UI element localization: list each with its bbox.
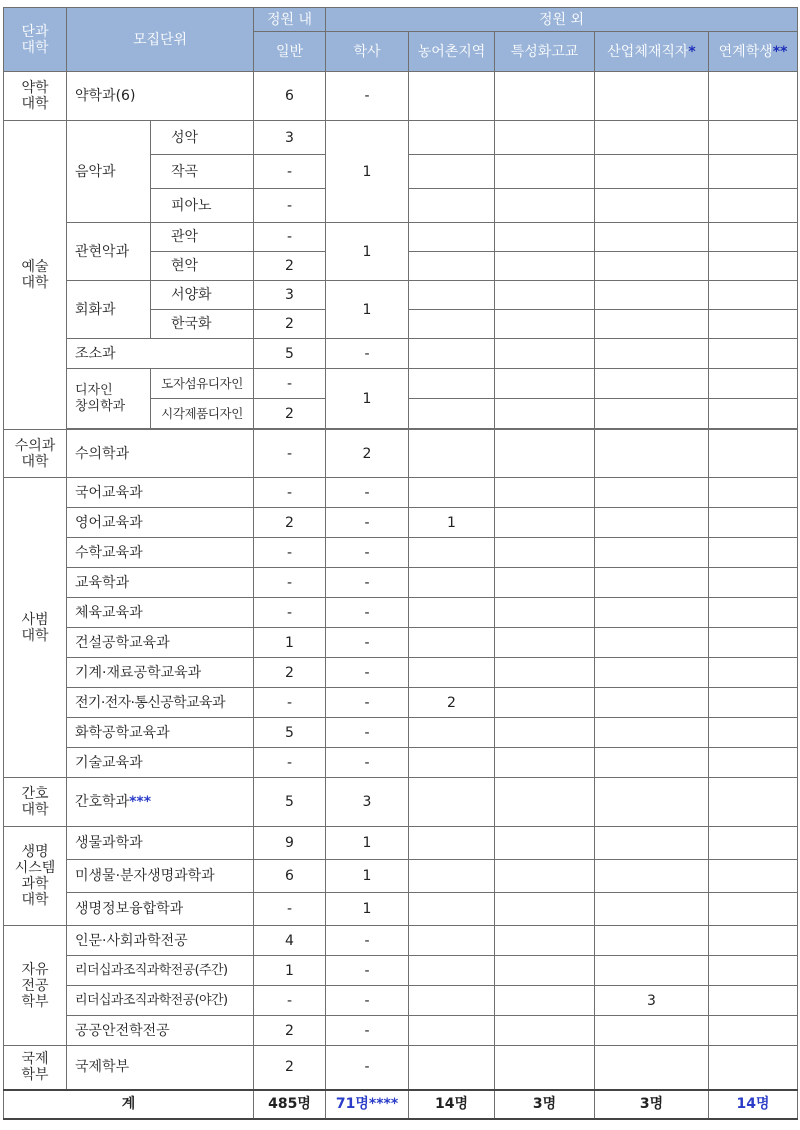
unit-label: 간호학과 [75, 794, 130, 810]
bachelor-count: - [326, 1046, 409, 1090]
footnote-mark: ** [772, 43, 788, 60]
rural-count [409, 598, 495, 628]
bachelor-count: - [326, 718, 409, 748]
major-name: 시각제품디자인 [151, 399, 254, 429]
industrial-count [595, 926, 709, 956]
college-name: 생명 시스템 과학 대학 [4, 827, 67, 926]
bachelor-count: 1 [326, 281, 409, 339]
specialized-count [495, 860, 595, 893]
specialized-count [495, 310, 595, 339]
total-rural: 14명 [409, 1090, 495, 1119]
total-bachelor-value: 71명 [335, 1096, 369, 1112]
specialized-count [495, 986, 595, 1016]
footnote-mark: *** [129, 794, 152, 810]
linked-count [709, 538, 798, 568]
table-row [4, 538, 798, 568]
general-count: - [254, 430, 326, 478]
col-linked-header [709, 32, 798, 72]
major-name: 피아노 [151, 189, 254, 223]
bachelor-count: - [326, 598, 409, 628]
general-count: 2 [254, 1016, 326, 1046]
specialized-count [495, 893, 595, 926]
linked-count [709, 223, 798, 252]
college-name: 간호 대학 [4, 778, 67, 827]
general-count: 2 [254, 1046, 326, 1090]
general-count: - [254, 223, 326, 252]
rural-count [409, 860, 495, 893]
table-row [4, 827, 798, 860]
general-count: - [254, 189, 326, 223]
linked-count [709, 986, 798, 1016]
specialized-count [495, 252, 595, 281]
rural-count [409, 155, 495, 189]
table-row [4, 508, 798, 538]
unit-name: 수학교육과 [67, 538, 254, 568]
general-count: 2 [254, 508, 326, 538]
college-name: 예술 대학 [4, 121, 67, 430]
table-row [4, 121, 798, 155]
table-row [4, 628, 798, 658]
rural-count [409, 778, 495, 827]
specialized-count [495, 658, 595, 688]
industrial-count [595, 658, 709, 688]
unit-name: 영어교육과 [67, 508, 254, 538]
unit-name: 건설공학교육과 [67, 628, 254, 658]
table-row [4, 430, 798, 478]
bachelor-count: - [326, 508, 409, 538]
general-count: 3 [254, 281, 326, 310]
col-rural-header: 농어촌지역 [409, 32, 495, 72]
general-count: 2 [254, 658, 326, 688]
unit-name: 리더십과조직과학전공(야간) [67, 986, 254, 1016]
industrial-count [595, 369, 709, 399]
table-row [4, 598, 798, 628]
bachelor-count: - [326, 986, 409, 1016]
bachelor-count: - [326, 658, 409, 688]
rural-count [409, 310, 495, 339]
unit-name: 미생물·분자생명과학과 [67, 860, 254, 893]
table-row [4, 926, 798, 956]
specialized-count [495, 508, 595, 538]
unit-name: 기계·재료공학교육과 [67, 658, 254, 688]
total-specialized: 3명 [495, 1090, 595, 1119]
specialized-count [495, 369, 595, 399]
specialized-count [495, 339, 595, 369]
table-row [4, 893, 798, 926]
table-row [4, 718, 798, 748]
bachelor-count: 2 [326, 430, 409, 478]
bachelor-count: - [326, 339, 409, 369]
rural-count [409, 339, 495, 369]
unit-name: 약학과(6) [67, 72, 254, 121]
linked-count [709, 478, 798, 508]
linked-count [709, 598, 798, 628]
linked-count [709, 748, 798, 778]
general-count: 4 [254, 926, 326, 956]
unit-name [67, 778, 254, 827]
general-count: 2 [254, 399, 326, 429]
linked-count [709, 310, 798, 339]
specialized-count [495, 430, 595, 478]
rural-count [409, 538, 495, 568]
unit-name: 리더십과조직과학전공(주간) [67, 956, 254, 986]
col-outside-header: 정원 외 [326, 8, 798, 32]
unit-name: 국제학부 [67, 1046, 254, 1090]
col-college-header: 단과 대학 [4, 8, 67, 72]
rural-count: 1 [409, 508, 495, 538]
industrial-count [595, 598, 709, 628]
total-bachelor [326, 1090, 409, 1119]
table-row [4, 568, 798, 598]
footnote-mark: **** [368, 1096, 399, 1112]
bachelor-count: - [326, 538, 409, 568]
specialized-count [495, 1046, 595, 1090]
table-row [4, 956, 798, 986]
unit-name: 인문·사회과학전공 [67, 926, 254, 956]
linked-count [709, 155, 798, 189]
general-count: - [254, 155, 326, 189]
general-count: - [254, 538, 326, 568]
college-name: 국제 학부 [4, 1046, 67, 1090]
rural-count [409, 827, 495, 860]
bachelor-count: - [326, 748, 409, 778]
linked-count [709, 1016, 798, 1046]
rural-count [409, 658, 495, 688]
table-row [4, 748, 798, 778]
industrial-count: 3 [595, 986, 709, 1016]
table-row [4, 778, 798, 827]
industrial-count [595, 1016, 709, 1046]
general-count: - [254, 598, 326, 628]
bachelor-count: - [326, 926, 409, 956]
specialized-count [495, 827, 595, 860]
department-name: 회화과 [67, 281, 151, 339]
general-count: 5 [254, 339, 326, 369]
industrial-count [595, 478, 709, 508]
rural-count: 2 [409, 688, 495, 718]
general-count: - [254, 568, 326, 598]
general-count: - [254, 478, 326, 508]
specialized-count [495, 478, 595, 508]
industrial-count [595, 339, 709, 369]
col-specialized-header: 특성화고교 [495, 32, 595, 72]
department-name: 디자인 창의학과 [67, 369, 151, 429]
specialized-count [495, 748, 595, 778]
industrial-count [595, 778, 709, 827]
unit-name: 생물과학과 [67, 827, 254, 860]
unit-name: 생명정보융합학과 [67, 893, 254, 926]
general-count: 1 [254, 628, 326, 658]
industrial-count [595, 223, 709, 252]
general-count: 2 [254, 310, 326, 339]
linked-count [709, 189, 798, 223]
table-row [4, 1046, 798, 1090]
linked-count [709, 369, 798, 399]
industrial-count [595, 718, 709, 748]
linked-count [709, 508, 798, 538]
col-general-header: 일반 [254, 32, 326, 72]
specialized-count [495, 189, 595, 223]
industrial-count [595, 189, 709, 223]
header-row [4, 8, 798, 32]
rural-count [409, 748, 495, 778]
footnote-mark: * [688, 43, 696, 60]
rural-count [409, 893, 495, 926]
industrial-count [595, 508, 709, 538]
rural-count [409, 369, 495, 399]
unit-name: 국어교육과 [67, 478, 254, 508]
major-name: 서양화 [151, 281, 254, 310]
rural-count [409, 718, 495, 748]
col-within-header: 정원 내 [254, 8, 326, 32]
unit-name: 기술교육과 [67, 748, 254, 778]
linked-count [709, 718, 798, 748]
general-count: - [254, 688, 326, 718]
specialized-count [495, 778, 595, 827]
specialized-count [495, 1016, 595, 1046]
unit-name: 조소과 [67, 339, 254, 369]
linked-count [709, 430, 798, 478]
table-row [4, 688, 798, 718]
general-count: 5 [254, 778, 326, 827]
industrial-count [595, 893, 709, 926]
industrial-count [595, 252, 709, 281]
rural-count [409, 189, 495, 223]
linked-count [709, 658, 798, 688]
specialized-count [495, 399, 595, 429]
unit-name: 교육학과 [67, 568, 254, 598]
industrial-count [595, 956, 709, 986]
general-count: 2 [254, 252, 326, 281]
linked-count [709, 827, 798, 860]
table-row [4, 369, 798, 399]
industrial-count [595, 72, 709, 121]
rural-count [409, 478, 495, 508]
rural-count [409, 399, 495, 429]
rural-count [409, 568, 495, 598]
linked-count [709, 339, 798, 369]
unit-name: 체육교육과 [67, 598, 254, 628]
bachelor-count: 1 [326, 860, 409, 893]
general-count: - [254, 893, 326, 926]
specialized-count [495, 568, 595, 598]
industrial-count [595, 155, 709, 189]
table-row [4, 860, 798, 893]
total-industrial: 3명 [595, 1090, 709, 1119]
rural-count [409, 252, 495, 281]
total-label: 계 [4, 1090, 254, 1119]
total-row [4, 1090, 798, 1119]
linked-count [709, 778, 798, 827]
bachelor-count: - [326, 688, 409, 718]
specialized-count [495, 926, 595, 956]
industrial-count [595, 827, 709, 860]
table-row [4, 281, 798, 310]
rural-count [409, 628, 495, 658]
col-industrial-header [595, 32, 709, 72]
table-row [4, 658, 798, 688]
rural-count [409, 223, 495, 252]
general-count: 3 [254, 121, 326, 155]
specialized-count [495, 628, 595, 658]
col-unit-header: 모집단위 [67, 8, 254, 72]
major-name: 현악 [151, 252, 254, 281]
bachelor-count: 1 [326, 369, 409, 429]
admission-quota-table [3, 7, 798, 1120]
linked-count [709, 956, 798, 986]
total-linked: 14명 [709, 1090, 798, 1119]
industrial-count [595, 121, 709, 155]
major-name: 한국화 [151, 310, 254, 339]
table-row [4, 339, 798, 369]
rural-count [409, 956, 495, 986]
rural-count [409, 121, 495, 155]
general-count: - [254, 748, 326, 778]
bachelor-count: 1 [326, 893, 409, 926]
table-row [4, 478, 798, 508]
linked-count [709, 72, 798, 121]
specialized-count [495, 598, 595, 628]
major-name: 관악 [151, 223, 254, 252]
bachelor-count: - [326, 72, 409, 121]
general-count: 9 [254, 827, 326, 860]
linked-count [709, 688, 798, 718]
general-count: - [254, 369, 326, 399]
total-general: 485명 [254, 1090, 326, 1119]
bachelor-count: - [326, 628, 409, 658]
rural-count [409, 986, 495, 1016]
linked-count [709, 252, 798, 281]
specialized-count [495, 72, 595, 121]
college-name: 사범 대학 [4, 478, 67, 778]
industrial-count [595, 628, 709, 658]
department-name: 음악과 [67, 121, 151, 223]
bachelor-count: 1 [326, 223, 409, 281]
industrial-count [595, 430, 709, 478]
general-count: 6 [254, 72, 326, 121]
specialized-count [495, 121, 595, 155]
table-row [4, 1016, 798, 1046]
linked-count [709, 399, 798, 429]
table-row [4, 986, 798, 1016]
linked-count [709, 121, 798, 155]
industrial-count [595, 1046, 709, 1090]
linked-count [709, 860, 798, 893]
college-name: 약학 대학 [4, 72, 67, 121]
specialized-count [495, 155, 595, 189]
linked-count [709, 1046, 798, 1090]
specialized-count [495, 281, 595, 310]
col-bachelor-header: 학사 [326, 32, 409, 72]
industrial-count [595, 568, 709, 598]
rural-count [409, 72, 495, 121]
industrial-count [595, 860, 709, 893]
department-name: 관현악과 [67, 223, 151, 281]
general-count: 5 [254, 718, 326, 748]
unit-name: 전기·전자·통신공학교육과 [67, 688, 254, 718]
table-row [4, 223, 798, 252]
rural-count [409, 1016, 495, 1046]
linked-count [709, 628, 798, 658]
rural-count [409, 430, 495, 478]
col-industrial-label: 산업체재직자 [607, 43, 689, 60]
bachelor-count: 1 [326, 827, 409, 860]
bachelor-count: - [326, 1016, 409, 1046]
col-linked-label: 연계학생 [718, 43, 773, 60]
specialized-count [495, 538, 595, 568]
rural-count [409, 1046, 495, 1090]
industrial-count [595, 281, 709, 310]
general-count: - [254, 986, 326, 1016]
specialized-count [495, 956, 595, 986]
table-row [4, 72, 798, 121]
specialized-count [495, 223, 595, 252]
industrial-count [595, 538, 709, 568]
major-name: 작곡 [151, 155, 254, 189]
industrial-count [595, 688, 709, 718]
linked-count [709, 893, 798, 926]
industrial-count [595, 748, 709, 778]
bachelor-count: 1 [326, 121, 409, 223]
unit-name: 화학공학교육과 [67, 718, 254, 748]
industrial-count [595, 399, 709, 429]
industrial-count [595, 310, 709, 339]
general-count: 6 [254, 860, 326, 893]
major-name: 성악 [151, 121, 254, 155]
unit-name: 수의학과 [67, 430, 254, 478]
major-name: 도자섬유디자인 [151, 369, 254, 399]
linked-count [709, 281, 798, 310]
specialized-count [495, 718, 595, 748]
bachelor-count: - [326, 956, 409, 986]
linked-count [709, 568, 798, 598]
bachelor-count: 3 [326, 778, 409, 827]
bachelor-count: - [326, 568, 409, 598]
rural-count [409, 281, 495, 310]
rural-count [409, 926, 495, 956]
general-count: 1 [254, 956, 326, 986]
college-name: 자유 전공 학부 [4, 926, 67, 1046]
unit-name: 공공안전학전공 [67, 1016, 254, 1046]
college-name: 수의과 대학 [4, 430, 67, 478]
specialized-count [495, 688, 595, 718]
bachelor-count: - [326, 478, 409, 508]
linked-count [709, 926, 798, 956]
